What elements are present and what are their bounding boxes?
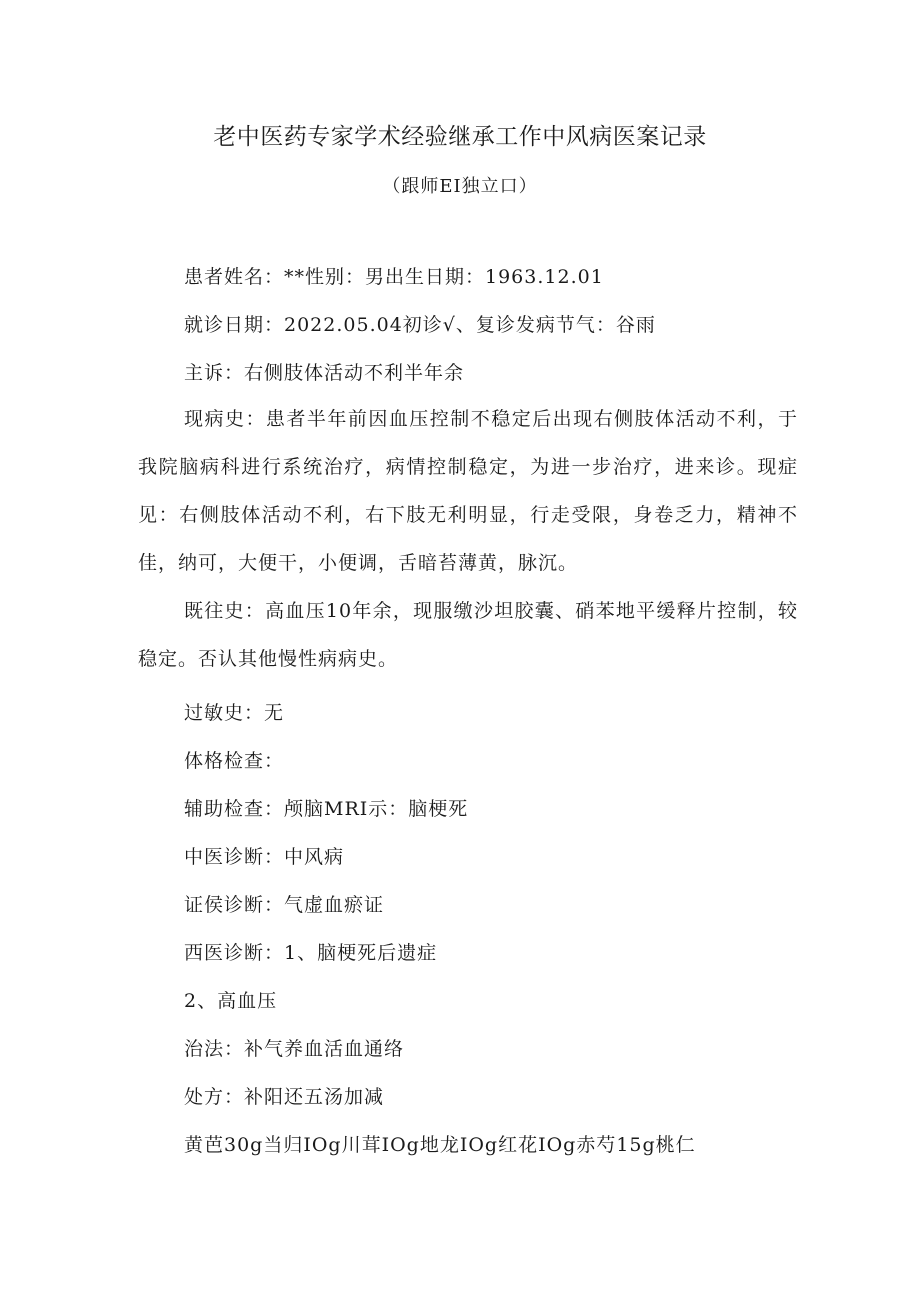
herb-list: 黄芭30g当归IOg川茸IOg地龙IOg红花IOg赤芍15g桃仁 xyxy=(184,1134,696,1156)
visit-info-line: 就诊日期：2022.05.04初诊√、复诊发病节气：谷雨 xyxy=(184,314,656,336)
document-title: 老中医药专家学术经验继承工作中风病医案记录 xyxy=(213,124,707,150)
western-diagnosis-2: 2、高血压 xyxy=(184,990,278,1012)
chief-complaint: 主诉：右侧肢体活动不利半年余 xyxy=(184,362,465,384)
tcm-diagnosis: 中医诊断：中风病 xyxy=(184,846,345,868)
past-history-paragraph: 既往史：高血压10年余，现服缴沙坦胶囊、硝苯地平缓释片控制，较稳定。否认其他慢性病病史。 xyxy=(138,600,798,670)
auxiliary-exam: 辅助检查：颅脑MRI示：脑梗死 xyxy=(184,798,469,820)
prescription: 处方：补阳还五汤加减 xyxy=(184,1086,385,1108)
western-diagnosis-1: 西医诊断：1、脑梗死后遗症 xyxy=(184,942,438,964)
allergy-history: 过敏史：无 xyxy=(184,702,285,724)
physical-exam: 体格检查： xyxy=(184,750,285,772)
syndrome-diagnosis: 证侯诊断：气虚血瘀证 xyxy=(184,894,385,916)
document-subtitle: （跟师EI独立口） xyxy=(382,176,538,197)
treatment-method: 治法：补气养血活血通络 xyxy=(184,1038,405,1060)
present-history-paragraph: 现病史：患者半年前因血压控制不稳定后出现右侧肢体活动不利，于我院脑病科进行系统治疗，病情控制稳定，为进一步治疗，进来诊。现症见：右侧肢体活动不利，右下肢无利明显，行走受限，身卷乏力，精神不佳，纳可，大便干，小便调，舌暗苔薄黄，脉沉。 xyxy=(138,408,798,574)
patient-info-line: 患者姓名：**性别：男出生日期：1963.12.01 xyxy=(184,266,604,288)
